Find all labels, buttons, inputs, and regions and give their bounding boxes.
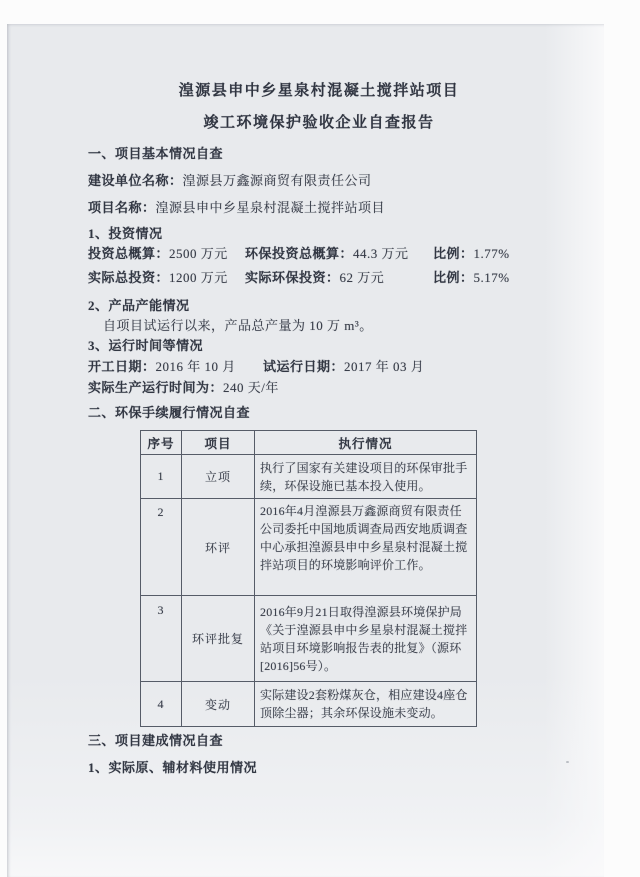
section-1-heading: 一、项目基本情况自查 (88, 146, 224, 161)
construction-unit-label: 建设单位名称： (88, 173, 183, 188)
budget-ratio-value: 1.77% (473, 246, 510, 261)
operation-dates-row (88, 357, 604, 377)
row-detail: 实际建设2套粉煤灰仓，相应建设4座仓顶除尘器；其余环保设施未变动。 (255, 682, 477, 727)
capacity-heading: 2、产品产能情况 (88, 298, 190, 313)
row-item: 环评 (182, 499, 255, 596)
scanned-page (7, 24, 604, 877)
table-row (141, 499, 477, 596)
capacity-text: 自项目试运行以来，产品总产量为 10 万 m³。 (103, 318, 373, 333)
project-name-value: 湟源县申中乡星泉村混凝土搅拌站项目 (155, 200, 386, 215)
procedures-table (140, 430, 477, 727)
row-detail: 2016年4月湟源县万鑫源商贸有限责任公司委托中国地质调查局西安地质调查中心承担湟源县申中乡星泉村混凝土搅拌站项目的环境影响评价工作。 (255, 499, 477, 596)
section-3-heading: 三、项目建成情况自查 (88, 733, 224, 748)
table-row (141, 682, 477, 727)
trial-date-label: 试运行日期： (263, 359, 345, 374)
env-actual-label: 实际环保投资： (245, 270, 340, 285)
env-actual-value: 62 万元 (339, 270, 385, 285)
doc-title: 湟源县申中乡星泉村混凝土搅拌站项目 (178, 83, 460, 99)
project-name-label: 项目名称： (88, 200, 156, 215)
actual-ratio-label: 比例： (433, 270, 474, 285)
table-row (141, 596, 477, 682)
trial-date-value: 2017 年 03 月 (344, 359, 425, 374)
project-name-line (88, 198, 604, 218)
doc-subtitle: 竣工环境保护验收企业自查报告 (203, 115, 435, 131)
actual-total-value: 1200 万元 (169, 270, 228, 285)
investment-actual-row (88, 268, 604, 288)
budget-total-label: 投资总概算： (88, 246, 170, 261)
row-detail: 2016年9月21日取得湟源县环境保护局《关于湟源县申中乡星泉村混凝土搅拌站项目环境影响报告表的批复》（源环[2016]56号）。 (255, 596, 477, 682)
runtime-value: 240 天/年 (223, 380, 279, 395)
scan-artifact (566, 761, 569, 763)
row-seq: 1 (141, 455, 182, 499)
operation-heading: 3、运行时间等情况 (88, 338, 204, 353)
header-item: 项目 (182, 431, 255, 455)
start-date-value: 2016 年 10 月 (155, 359, 236, 374)
header-seq: 序号 (141, 431, 182, 455)
row-item: 立项 (182, 455, 255, 499)
budget-total-value: 2500 万元 (169, 246, 228, 261)
row-item: 变动 (182, 682, 255, 727)
runtime-label: 实际生产运行时间为： (88, 380, 224, 395)
table-header-row (141, 431, 477, 455)
section-2-heading: 二、环保手续履行情况自查 (88, 405, 251, 420)
header-status: 执行情况 (255, 431, 477, 455)
row-detail: 执行了国家有关建设项目的环保审批手续，环保设施已基本投入使用。 (255, 455, 477, 499)
investment-budget-row (88, 244, 604, 264)
env-budget-label: 环保投资总概算： (245, 246, 354, 261)
budget-ratio-label: 比例： (433, 246, 474, 261)
row-seq: 4 (141, 682, 182, 727)
construction-unit-value: 湟源县万鑫源商贸有限责任公司 (182, 173, 372, 188)
row-item: 环评批复 (182, 596, 255, 682)
table-row (141, 455, 477, 499)
actual-ratio-value: 5.17% (473, 270, 510, 285)
actual-total-label: 实际总投资： (88, 270, 170, 285)
start-date-label: 开工日期： (88, 359, 156, 374)
runtime-line (88, 378, 604, 398)
materials-heading: 1、实际原、辅材料使用情况 (88, 760, 258, 775)
construction-unit-line (88, 171, 604, 191)
env-budget-value: 44.3 万元 (353, 246, 409, 261)
investment-heading: 1、投资情况 (88, 226, 163, 241)
row-seq: 2 (141, 499, 182, 596)
row-seq: 3 (141, 596, 182, 682)
